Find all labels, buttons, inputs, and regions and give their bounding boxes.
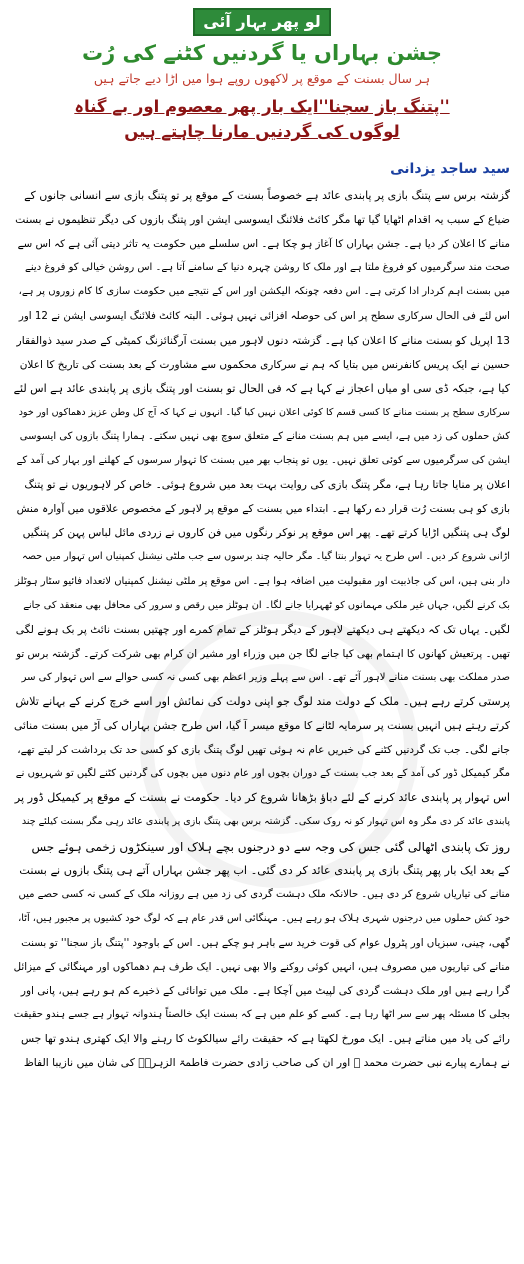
body-line: سرکاری سطح پر بسنت منانے کا کسی قسم کا کوئی اعلان نہیں کیا گیا۔ انہوں نے کہا کہ آج کل وطن عزیز دھماکوں اور خود (18, 406, 510, 418)
body-line: 13 اپریل کو بسنت منانے کا اعلان کیا ہے۔ گزشتہ دنوں لاہور میں بسنت آرگنائزنگ کمیٹی کے صدر سید ذوالفقار (16, 333, 510, 347)
body-line: روز تک پابندی اٹھالی گئی جس کی وجہ سے دو درجنوں بچے ہلاک اور سینکڑوں زخمی ہوئے جس (31, 839, 510, 854)
body-line: کیا ہے، جبکہ ڈی سی او میاں اعجاز نے کہا ہے کہ فی الحال تو بسنت اور پتنگ بازی پر پابندی عائد ہے اس لئے (14, 381, 510, 395)
body-line: جانے لگی۔ جب تک گردنیں کٹنے کی خبریں عام نہ ہوئی تھیں لوگ پتنگ بازی کو کسی حد تک برداشت کر لیتے تھے، (17, 744, 510, 757)
body-line: کے بعد ایک بار پھر پتنگ بازی پر پابندی عائد کر دی گئی۔ اب پھر جشن بہاراں آتے ہی پتنگ بازوں نے بسنت (19, 863, 510, 877)
article-body (14, 184, 510, 1075)
body-line: نے ہمارے پیارے نبی حضرت محمد ﷺ اور ان کی صاحب زادی حضرت فاطمۃ الزہرہؓ کی شان میں نازیبا الفاظ (23, 1056, 510, 1070)
body-line: کرتے رہتے ہیں انہیں بسنت پر سرمایہ لٹانے کا موقع میسر آ گیا، اس طرح جشن بہاراں کی آڑ میں بسنت منائی (14, 719, 510, 733)
body-line: صدر مملکت بھی بسنت منانے لاہور آئے تھے۔ اس سے پہلے وزیر اعظم بھی کسی نہ کسی حوالے سے اس تہوار کی سر (21, 671, 510, 683)
body-line: لگیں۔ یہاں تک کہ دیکھتے ہی دیکھتے لاہور کے دیگر ہوٹلز کے تمام کمرے اور چھتیں بسنت نائٹ پر بک ہونے لگی (15, 622, 510, 636)
body-line: پابندی عائد کر دی مگر وہ اس تہوار کو نہ روک سکی۔ گزشتہ برس بھی پتنگ بازی پر پابندی عائد رہی مگر بسنت کیلئے چند (21, 816, 510, 828)
body-line: پرستی کرتے رہے ہیں۔ ملک کے دولت مند لوگ جو اپنی دولت کی نمائش اور اسے خرچ کرنے کے بہانے تلاش (15, 694, 510, 708)
body-line: لوگ ہی پتنگیں اڑایا کرتے تھے۔ پھر اس موقع پر نوکر رنگوں میں فن کاروں نے زردی مائل لباس پہن کر پتنگیں (22, 526, 510, 540)
body-line: منانے کی تیاریوں میں مصروف ہیں، انہیں کوئی روکنے والا بھی نہیں۔ ایک طرف ہم دھماکوں اور مہنگائی کے میزائل (14, 961, 510, 973)
body-line: گھی، چینی، سبزیاں اور پٹرول عوام کی قوت خرید سے باہر ہو چکے ہیں۔ اس کے باوجود ''پتنگ باز سجنا'' تو بسنت (21, 936, 510, 949)
body-line: خود کش حملوں میں درجنوں شہری ہلاک ہو رہے ہیں۔ مہنگائی اس قدر عام ہے کہ لوگ خود کشیوں پر مجبور ہیں، آٹا، (18, 912, 510, 924)
deck (14, 94, 510, 144)
body-line: گزشتہ برس سے پتنگ بازی پر پابندی عائد ہے خصوصاً بسنت کے موقع پر تو پتنگ بازی سے انسانی جانوں کے (24, 189, 510, 202)
byline: سید ساجد یزدانی (390, 161, 510, 177)
body-line: بک کرنے لگیں، جہاں غیر ملکی مہمانوں کو ٹھہرایا جانے لگا۔ ان ہوٹلز میں رقص و سرور کی محافل بھی منعقد کی جانے (23, 599, 510, 611)
body-line: صحت مند سرگرمیوں کو فروغ ملتا ہے اور ملک کا روشن چہرہ دنیا کے سامنے آتا ہے۔ اس روشن خیالی کو فروغ دینے (25, 262, 510, 274)
body-line: منانے کی تیاریاں شروع کر دی ہیں۔ حالانکہ ملک دہشت گردی کی زد میں ہے روزانہ ملک کے کسی نہ کسی حصے میں (18, 888, 510, 900)
body-line: منانے کا اعلان کر دیا ہے۔ جشن بہاراں کا آغاز ہو چکا ہے۔ اس سلسلے میں حکومت یہ تاثر دیتی آئی ہے کہ اس سے (17, 238, 510, 251)
deck-line: لوگوں کی گردنیں مارنا چاہتے ہیں (124, 122, 400, 141)
body-line: بجلی کا مسئلہ پھر سے سر اٹھا رہا ہے۔ کسے کو علم میں ہے کہ بسنت ایک خالصتاً ہندوانہ تہوار ہے جسے ہندو حقیقت (14, 1009, 510, 1021)
kicker-wrap (14, 8, 510, 38)
body-line: اس لئے فی الحال سرکاری سطح پر اس کی حوصلہ افزائی نہیں ہوئی۔ البتہ کائٹ فلائنگ ایسوسی ایشن نے 12 اور (18, 310, 510, 323)
body-line: حسین نے ایک پریس کانفرنس میں بتایا کہ ہم نے سرکاری محکموں سے مشاورت کے بعد بسنت کی تاریخ کا اعلان (19, 358, 510, 371)
body-line: مگر کیمیکل ڈور کی آمد کے بعد جب بسنت کے دوران بچوں اور عام دنوں میں بچوں کی گردنیں کٹنے لگیں تو شہریوں نے (15, 768, 510, 780)
subhead: ہر سال بسنت کے موقع پر لاکھوں روپے ہوا میں اڑا دیے جاتے ہیں (93, 71, 431, 86)
body-line: ضیاع کے سبب یہ اقدام اٹھایا گیا تھا مگر کائٹ فلائنگ ایسوسی ایشن اور پتنگ بازوں کی دیگر تنظیموں نے بسنت (15, 213, 510, 227)
body-line: گرا رہے ہیں اور ملک دہشت گردی کی لپیٹ میں آچکا ہے۔ ملک میں توانائی کے ذخیرے کم ہو رہے ہیں، پانی اور (20, 985, 510, 998)
body-line: ایشن کی سرگرمیوں سے کوئی تعلق نہیں۔ یوں تو پنجاب بھر میں بسنت کا تہوار سرسوں کے کھلنے اور بہار کی آمد کے (16, 455, 510, 467)
deck-line: ''پتنگ باز سجنا''ایک بار پھر معصوم اور بے گناہ (74, 97, 450, 116)
body-line: رائے کی یاد میں مناتے ہیں۔ ایک مورخ لکھتا ہے کہ حقیقت رائے سیالکوٹ کا رہنے والا ایک کھتری ہندو تھا جس (20, 1032, 510, 1046)
body-line: میں بسنت اہم کردار ادا کرتی ہے۔ اس دفعہ چونکہ الیکشن اور اس کے نتیجے میں حکومت سازی کا کام زوروں پر ہے، (18, 286, 510, 298)
body-line: بازی کو ہی بسنت رُت قرار دے رکھا ہے۔ ابتداء میں بسنت کے موقع پر لاہور کے مخصوص علاقوں میں آوارہ منش (16, 503, 510, 516)
body-line: تھیں۔ پرتعیش کھانوں کا اہتمام بھی کیا جانے لگا جن میں وزراء اور مشیر ان کرام بھی شرکت کرتے۔ گزشتہ برس تو (16, 647, 510, 660)
body-line: اڑانی شروع کر دیں۔ اس طرح یہ تہوار بنتا گیا۔ مگر حالیہ چند برسوں سے جب ملٹی نیشنل کمپنیاں اس تہوار میں حصہ (22, 551, 510, 563)
headline: جشن بہاراں یا گردنیں کٹنے کی رُت (81, 41, 443, 65)
body-line: اس تہوار پر پابندی عائد کرنے کے لئے دباؤ بڑھانا شروع کر دیا۔ حکومت نے بسنت کے موقع پر کیمیکل ڈور پر (14, 791, 510, 805)
kicker-label: لو پھر بہار آئی (193, 8, 331, 36)
body-line: دار بنی ہیں، اس کی جاذبیت اور مقبولیت میں اضافہ ہوا ہے۔ اس موقع پر ملٹی نیشنل کمپنیاں لاتعداد فائیو سٹار ہوٹلز (14, 575, 510, 587)
body-line: کش حملوں کی زد میں ہے، ایسے میں ہم بسنت منانے کے متعلق سوچ بھی نہیں سکتے۔ ہمارا پتنگ بازوں کی ایسوسی (19, 430, 510, 442)
body-line: اعلان پر منایا جاتا رہا ہے، مگر پتنگ بازی کی روایت بہت بعد میں شروع ہوئی۔ خاص کر لاہوریوں نے تو پتنگ (24, 478, 510, 492)
